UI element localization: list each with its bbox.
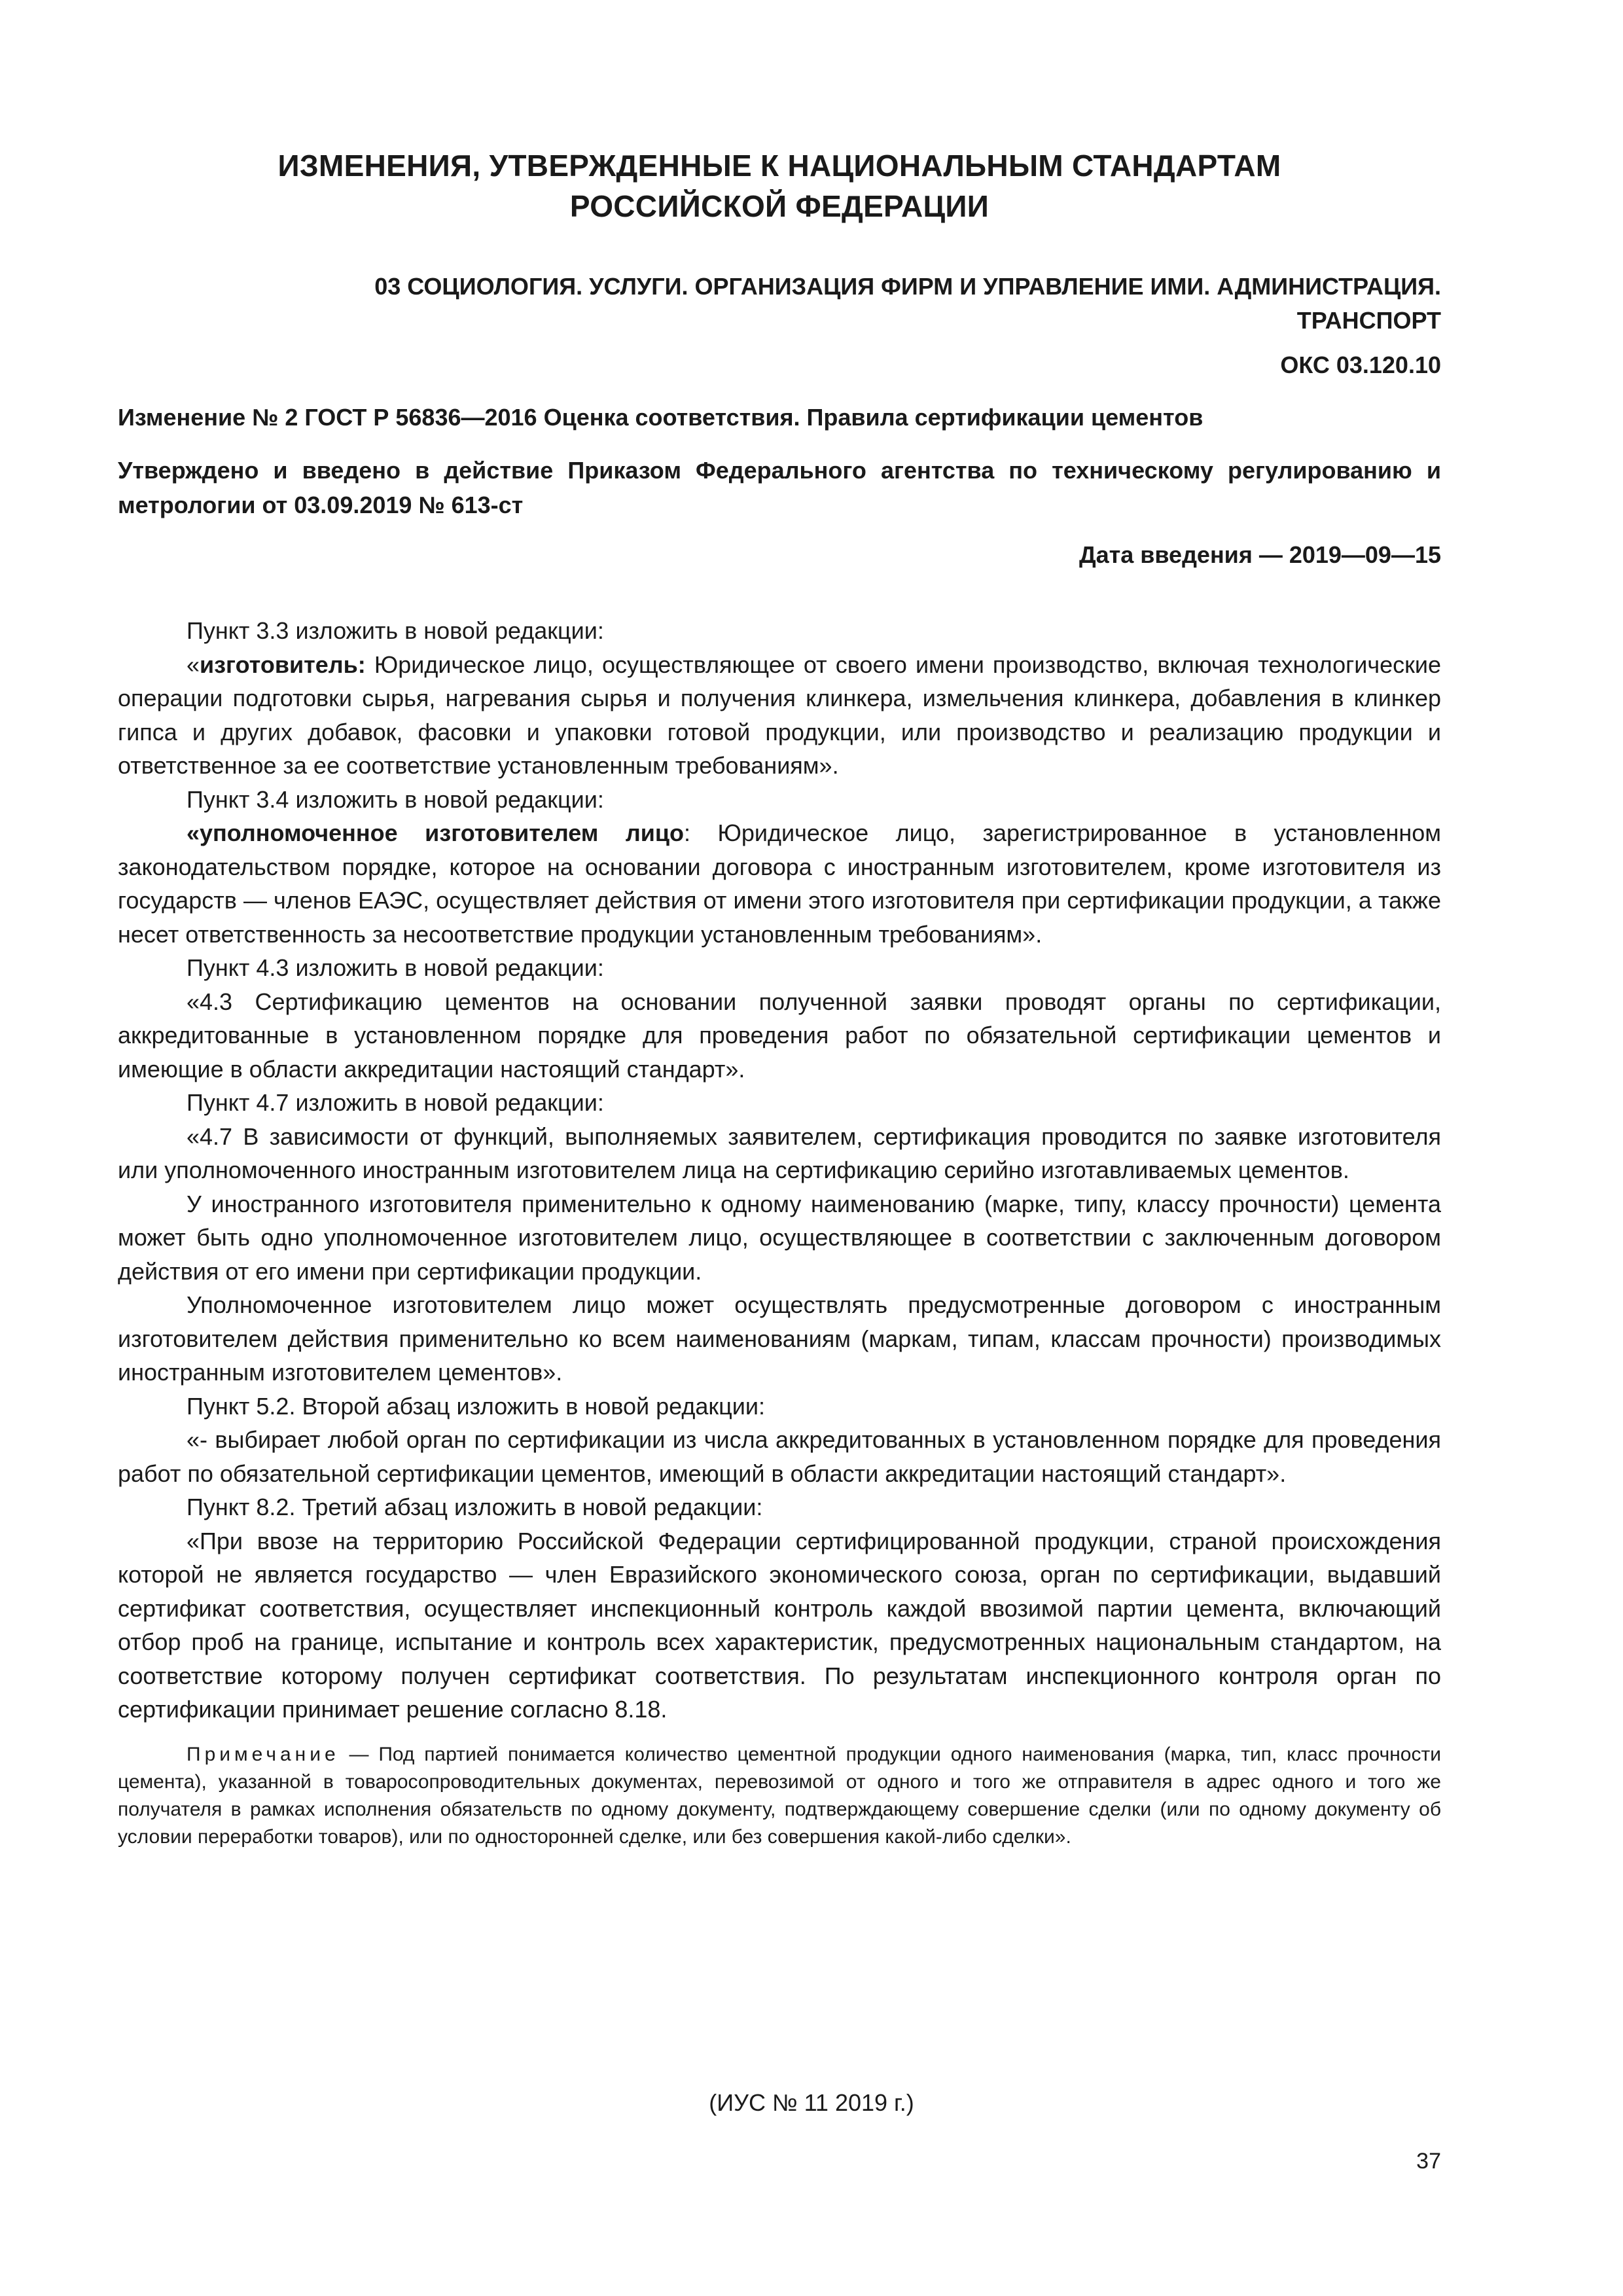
page-number: 37 — [1416, 2149, 1441, 2174]
paragraph: «При ввозе на территорию Российской Федерации сертифицированной продукции, страной происхождения которой не является государство — член Евразийского экономического союза, орган по сертификации, выдавший сертификат соответствия, осуществляет инспекционный контроль каждой ввозимой партии цемента, включающий отбор проб на границе, испытание и контроль всех характеристик, предусмотренных национальным стандартом, на соответствие которому получен сертификат соответствия. По результатам инспекционного контроля орган по сертификации принимает решение согласно 8.18. — [118, 1527, 1441, 1723]
approval-statement: Утверждено и введено в действие Приказом Федерального агентства по техническому регулированию и метрологии от 03.09.2019 № 613-ст — [118, 457, 1441, 518]
paragraph: Пункт 3.3 изложить в новой редакции: — [187, 617, 604, 644]
introduction-date: Дата введения — 2019—09—15 — [1079, 541, 1441, 568]
paragraph: «4.3 Сертификацию цементов на основании полученной заявки проводят органы по сертификации, аккредитованные в установленном порядке для проведения работ по обязательной сертификации цементов и имеющие в области аккредитации настоящий стандарт». — [118, 988, 1441, 1083]
defined-term: изготовитель: — [200, 651, 366, 678]
paragraph: Пункт 5.2. Второй абзац изложить в новой редакции: — [187, 1392, 765, 1420]
page-title-line2: РОССИЙСКОЙ ФЕДЕРАЦИИ — [569, 189, 990, 223]
section-heading-line2: ТРАНСПОРТ — [1296, 307, 1441, 334]
amendment-body — [118, 614, 1441, 1727]
note — [118, 1741, 1441, 1851]
paragraph: Пункт 4.3 изложить в новой редакции: — [187, 954, 604, 981]
amendment-title: Изменение № 2 ГОСТ Р 56836—2016 Оценка соответствия. Правила сертификации цементов — [118, 404, 1204, 431]
note-label: Примечание — [187, 1743, 340, 1765]
paragraph: Пункт 4.7 изложить в новой редакции: — [187, 1089, 604, 1116]
section-heading-line1: 03 СОЦИОЛОГИЯ. УСЛУГИ. ОРГАНИЗАЦИЯ ФИРМ И УПРАВЛЕНИЕ ИМИ. АДМИНИСТРАЦИЯ. — [374, 273, 1441, 300]
section-heading — [118, 270, 1441, 338]
defined-term: «уполномоченное изготовителем лицо — [187, 819, 685, 846]
paragraph-definition-manufacturer: «изготовитель: Юридическое лицо, осуществляющее от своего имени производство, включая технологические операции подготовки сырья, нагревания сырья и получения клинкера, измельчения клинкера, добавления в клинкер гипса и других добавок, фасовки и упаковки готовой продукции, или производство и реализацию продукции и ответственное за ее соответствие установленным требованиям». — [118, 651, 1441, 779]
page-title — [118, 145, 1441, 226]
note-text: — Под партией понимается количество цементной продукции одного наименования (марка, тип, класс прочности цемента), указанной в товаросопроводительных документах, перевозимой от одного и того же отправителя в адрес одного и того же получателя в рамках исполнения обязательств по одному документу, подтверждающему совершение сделки (или по одному документу об условии переработки товаров), или по односторонней сделке, или без совершения какой-либо сделки». — [118, 1743, 1441, 1848]
paragraph-definition-authorized-person: «уполномоченное изготовителем лицо: Юридическое лицо, зарегистрированное в установленном законодательством порядке, которое на основании договора с иностранным изготовителем, кроме изготовителя из государств — членов ЕАЭС, осуществляет действия от имени этого изготовителя при сертификации продукции, а также несет ответственность за несоответствие продукции установленным требованиям». — [118, 819, 1442, 948]
paragraph: «- выбирает любой орган по сертификации из числа аккредитованных в установленном порядке для проведения работ по обязательной сертификации цементов, имеющий в области аккредитации настоящий стандарт». — [118, 1426, 1441, 1487]
publication-reference: (ИУС № 11 2019 г.) — [709, 2089, 914, 2116]
paragraph: «4.7 В зависимости от функций, выполняемых заявителем, сертификация проводится по заявке изготовителя или уполномоченного иностранным изготовителем лица на сертификацию серийно изготавливаемых цементов. — [118, 1122, 1441, 1183]
page-content — [118, 145, 1441, 1851]
oks-code: ОКС 03.120.10 — [1280, 351, 1441, 378]
paragraph: У иностранного изготовителя применительно к одному наименованию (марке, типу, классу прочности) цемента может быть одно уполномоченное изготовителем лицо, осуществляющее в соответствии с заключенным договором действия от его имени при сертификации продукции. — [118, 1190, 1441, 1285]
paragraph: Пункт 3.4 изложить в новой редакции: — [187, 785, 604, 813]
page-title-line1: ИЗМЕНЕНИЯ, УТВЕРЖДЕННЫЕ К НАЦИОНАЛЬНЫМ СТАНДАРТАМ — [277, 149, 1281, 183]
paragraph: Пункт 8.2. Третий абзац изложить в новой редакции: — [187, 1494, 763, 1520]
paragraph: Уполномоченное изготовителем лицо может осуществлять предусмотренные договором с иностранным изготовителем действия применительно ко всем наименованиям (маркам, типам, классам прочности) производимых иностранным изготовителем цементов». — [118, 1291, 1441, 1386]
